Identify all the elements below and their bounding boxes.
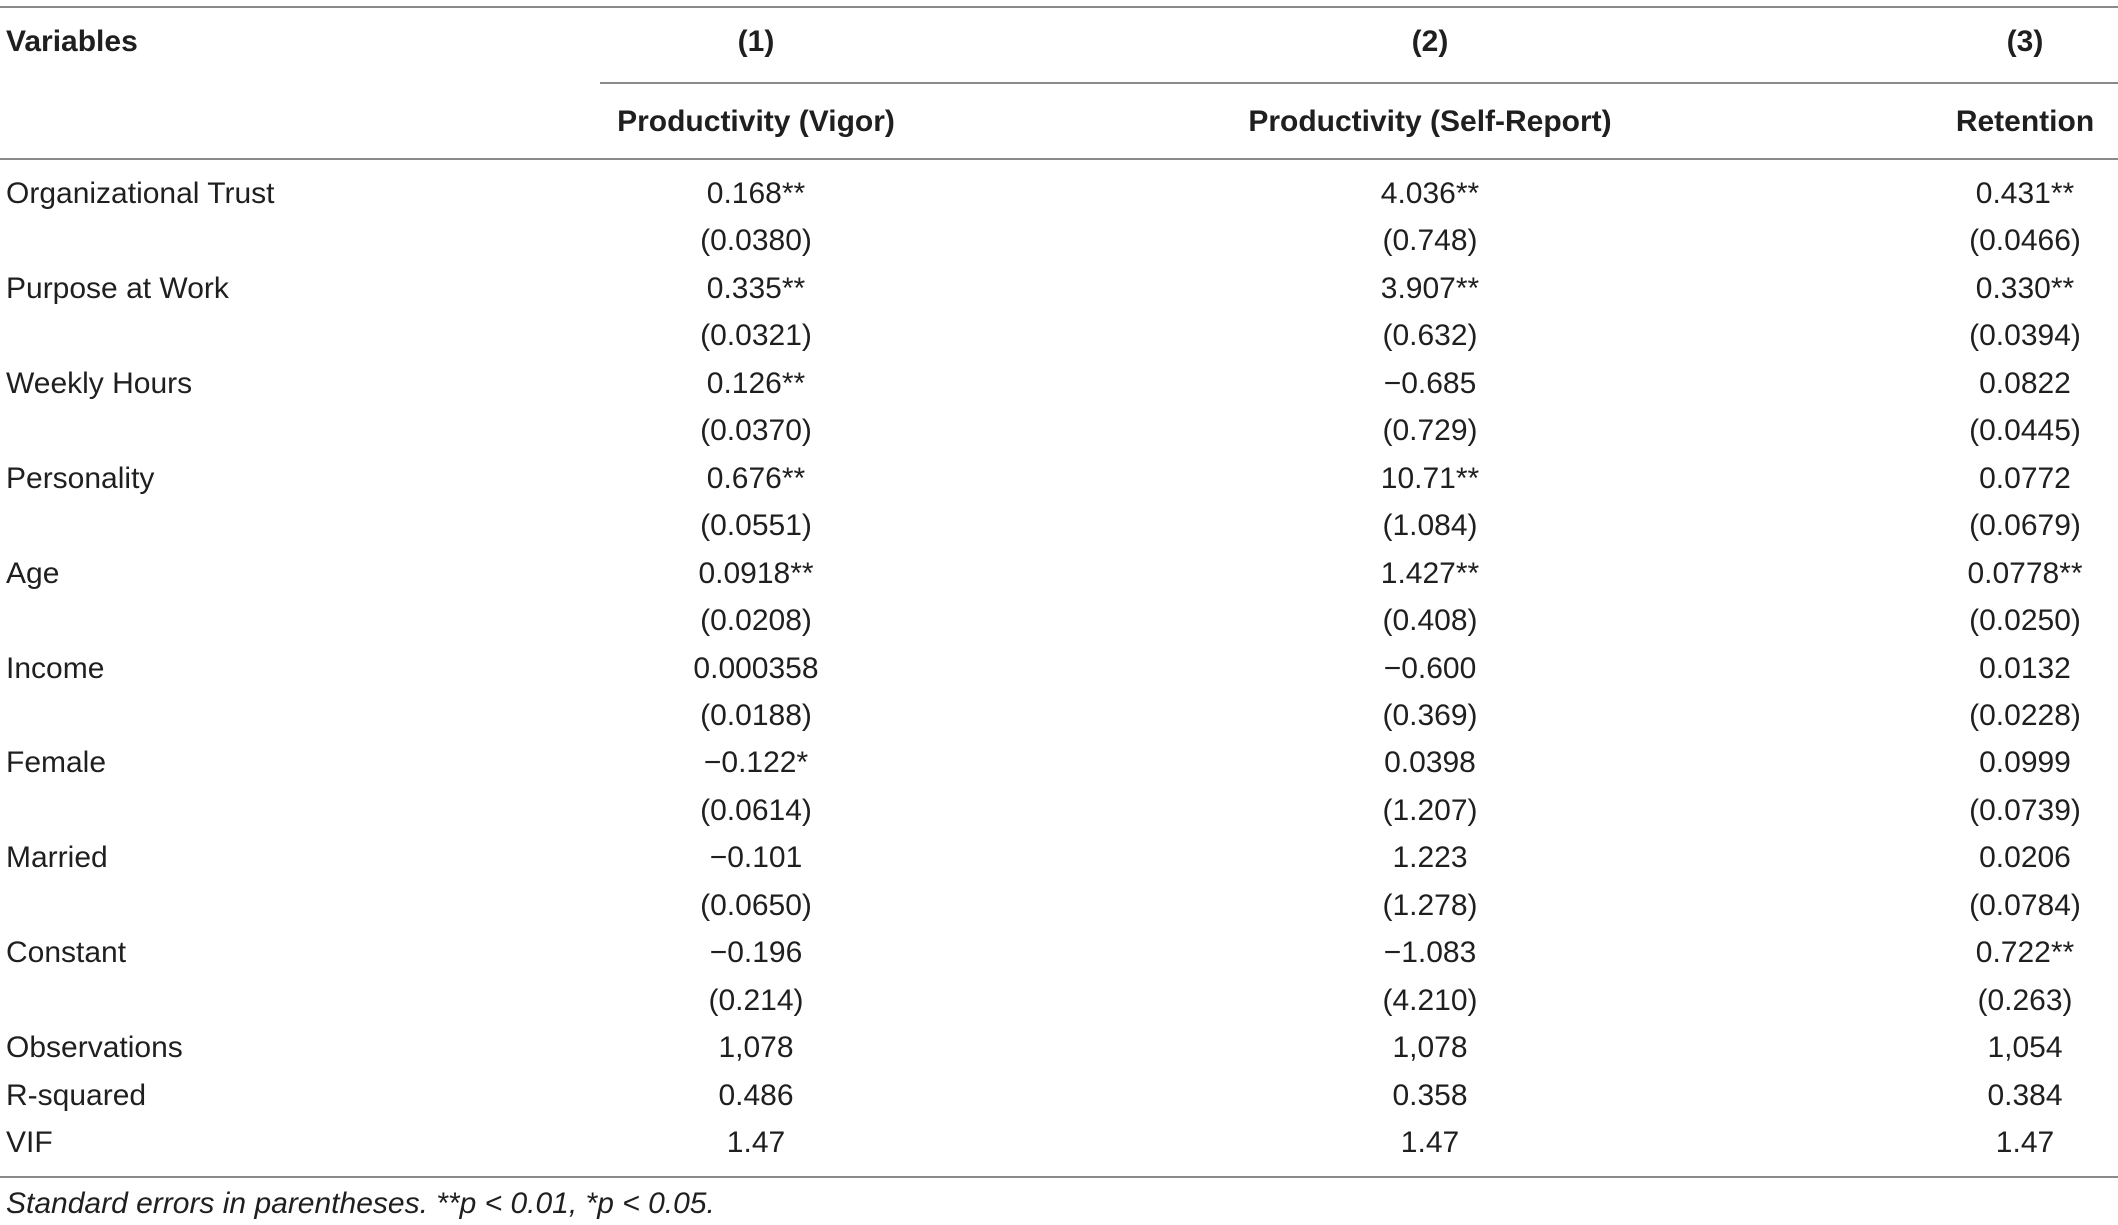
col-2-title: Productivity (Self-Report) <box>1248 105 1612 138</box>
cell-col-2: 0.358 <box>1392 1079 1468 1112</box>
row-label: Purpose at Work <box>6 272 229 305</box>
cell-col-3: 1,054 <box>1987 1031 2063 1064</box>
cell-col-1: (0.0188) <box>700 699 812 732</box>
cell-col-2: (0.748) <box>1382 224 1478 257</box>
cell-col-2: 0.0398 <box>1384 746 1476 779</box>
cell-col-1: (0.0380) <box>700 224 812 257</box>
cell-col-3: 0.384 <box>1987 1079 2063 1112</box>
header-bottom-rule <box>0 158 2118 160</box>
cell-col-1: (0.0370) <box>700 414 812 447</box>
row-label: R-squared <box>6 1079 147 1112</box>
col-1-title: Productivity (Vigor) <box>617 105 895 138</box>
cell-col-3: 0.0132 <box>1979 652 2071 685</box>
row-label: VIF <box>6 1126 53 1159</box>
cell-col-2: −0.685 <box>1383 367 1477 400</box>
cell-col-1: (0.0551) <box>700 509 812 542</box>
cell-col-1: 0.000358 <box>693 652 819 685</box>
cell-col-2: 1,078 <box>1392 1031 1468 1064</box>
cell-col-3: (0.0228) <box>1969 699 2081 732</box>
cell-col-1: 0.168** <box>706 177 806 210</box>
cell-col-1: 1,078 <box>718 1031 794 1064</box>
cell-col-2: −0.600 <box>1383 652 1477 685</box>
cell-col-1: 0.126** <box>706 367 806 400</box>
row-label: Observations <box>6 1031 183 1064</box>
cell-col-3: 0.0778** <box>1967 557 2083 590</box>
cell-col-1: 0.676** <box>706 462 806 495</box>
col-1-number: (1) <box>737 25 775 58</box>
row-label: Weekly Hours <box>6 367 193 400</box>
cell-col-3: 0.722** <box>1975 936 2075 969</box>
cell-col-3: (0.0739) <box>1969 794 2081 827</box>
cell-col-3: 0.431** <box>1975 177 2075 210</box>
cell-col-2: (0.369) <box>1382 699 1478 732</box>
cell-col-3: (0.263) <box>1977 984 2073 1017</box>
cell-col-3: (0.0784) <box>1969 889 2081 922</box>
cell-col-3: 0.330** <box>1975 272 2075 305</box>
col-3-number: (3) <box>2006 25 2044 58</box>
row-label: Female <box>6 746 107 779</box>
cell-col-1: 0.0918** <box>698 557 814 590</box>
row-label: Income <box>6 652 105 685</box>
row-label: Constant <box>6 936 127 969</box>
cell-col-1: 0.486 <box>718 1079 794 1112</box>
cell-col-2: (1.278) <box>1382 889 1478 922</box>
row-label: Personality <box>6 462 155 495</box>
cell-col-3: (0.0445) <box>1969 414 2081 447</box>
cell-col-2: (0.729) <box>1382 414 1478 447</box>
cell-col-2: 4.036** <box>1380 177 1480 210</box>
cell-col-2: 3.907** <box>1380 272 1480 305</box>
cell-col-3: (0.0394) <box>1969 319 2081 352</box>
cell-col-1: −0.196 <box>709 936 803 969</box>
cell-col-2: (1.207) <box>1382 794 1478 827</box>
cell-col-1: 1.47 <box>726 1126 786 1159</box>
table-footnote: Standard errors in parentheses. **p < 0.01, *p < 0.05. <box>6 1187 715 1220</box>
cell-col-1: (0.214) <box>708 984 804 1017</box>
cell-col-2: 1.47 <box>1400 1126 1460 1159</box>
cell-col-1: (0.0650) <box>700 889 812 922</box>
bottom-rule <box>0 1176 2118 1178</box>
cell-col-2: 1.427** <box>1380 557 1480 590</box>
cell-col-3: (0.0250) <box>1969 604 2081 637</box>
row-label: Age <box>6 557 60 590</box>
cell-col-2: 1.223 <box>1392 841 1468 874</box>
cell-col-2: (1.084) <box>1382 509 1478 542</box>
cell-col-3: 0.0206 <box>1979 841 2071 874</box>
col-3-title: Retention <box>1955 105 2095 138</box>
cell-col-3: 0.0999 <box>1979 746 2071 779</box>
variables-header: Variables <box>6 25 138 58</box>
row-label: Organizational Trust <box>6 177 275 210</box>
cell-col-2: 10.71** <box>1380 462 1480 495</box>
cell-col-3: 0.0772 <box>1979 462 2071 495</box>
cell-col-3: (0.0466) <box>1969 224 2081 257</box>
cell-col-2: (0.632) <box>1382 319 1478 352</box>
header-mid-rule <box>600 82 2118 84</box>
top-rule <box>0 6 2118 8</box>
cell-col-2: (0.408) <box>1382 604 1478 637</box>
col-2-number: (2) <box>1411 25 1449 58</box>
cell-col-1: (0.0614) <box>700 794 812 827</box>
cell-col-1: −0.122* <box>703 746 809 779</box>
cell-col-3: 1.47 <box>1995 1126 2055 1159</box>
cell-col-1: (0.0321) <box>700 319 812 352</box>
cell-col-1: 0.335** <box>706 272 806 305</box>
row-label: Married <box>6 841 108 874</box>
cell-col-2: −1.083 <box>1383 936 1477 969</box>
cell-col-3: (0.0679) <box>1969 509 2081 542</box>
cell-col-1: (0.0208) <box>700 604 812 637</box>
cell-col-2: (4.210) <box>1382 984 1478 1017</box>
cell-col-1: −0.101 <box>709 841 803 874</box>
cell-col-3: 0.0822 <box>1979 367 2071 400</box>
